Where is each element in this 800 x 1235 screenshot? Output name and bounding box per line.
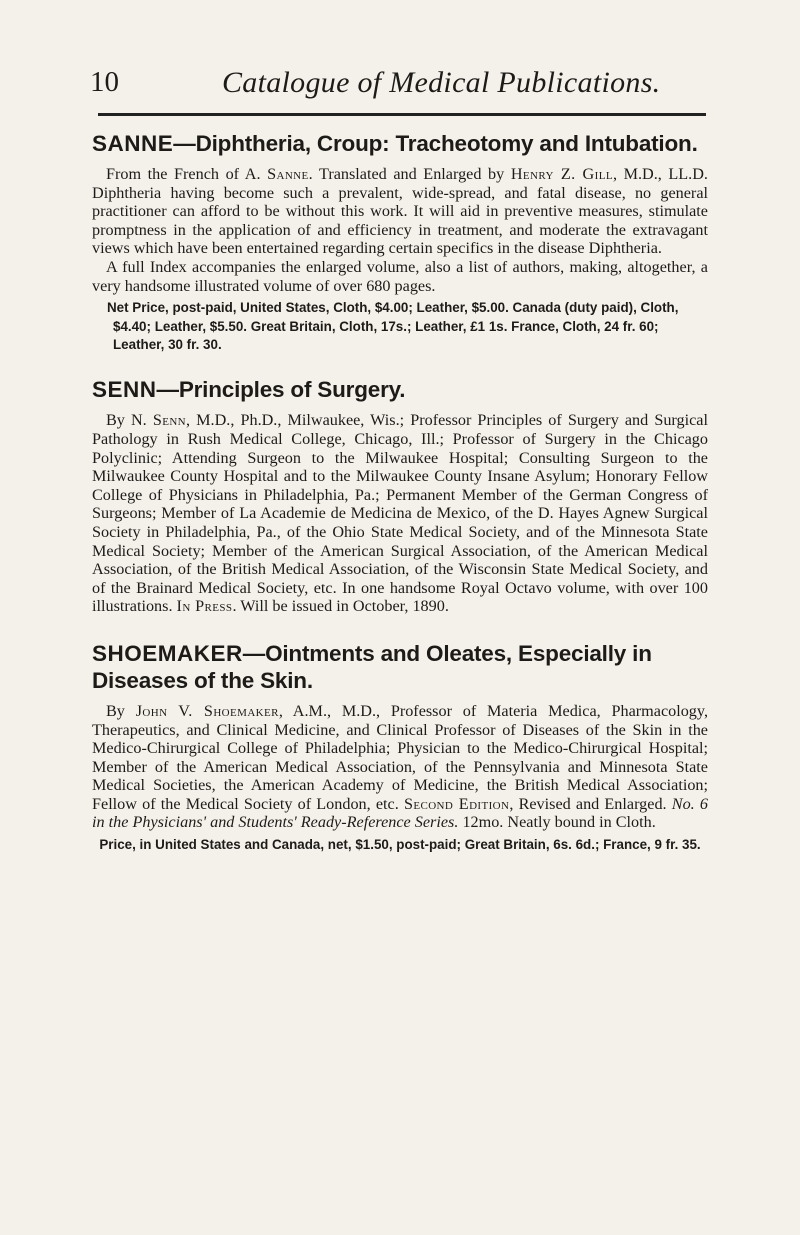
entry-title-text: —Ointments and Oleates, Especially in Diseases of the Skin. (92, 640, 652, 693)
desc-text: . Translated and Enlarged by (308, 165, 511, 183)
entry-title (88, 130, 708, 157)
spacer (88, 354, 708, 376)
desc-text: . Will be issued in October, 1890. (232, 597, 449, 616)
author-name: John V. Shoemaker (135, 701, 279, 720)
entry-description-index: A full Index accompanies the enlarged volume, also a list of authors, making, altogether, a very handsome illustrated volume of over 680 pages. (92, 257, 708, 295)
edition: Second Edition (403, 794, 510, 813)
entry-sanne (88, 130, 708, 354)
desc-text: , M.D., Ph.D., Milwaukee, Wis.; Professor Principles of Surgery and Surgical Pathology in Rush Medical College, Chicago, Ill.; Professor of Surgery in the Chicago Polyclinic; Attending Surgeon to the Milwaukee Hospital; Consulting Surgeon to the Milwaukee County Hospital and to the Milwaukee County Insane Asylum; Honorary Fellow College of Physicians in Philadelphia, Pa.; Permanent Member of the German Congress of Surgeons; Member of La Academie de Medicina de Mexico, of the D. Hayes Agnew Surgical Society in Philadelphia, Pa., of the Ohio State Medical Society, and of the Minnesota State Medical Society; Member of the American Surgical Association, of the American Medical Association, of the British Medical Association, of the Wisconsin State Medical Society, and of the Brainard Medical Society, etc. In one handsome Royal Octavo volume, with over 100 illustrations. (92, 411, 708, 616)
desc-text: , Revised and Enlarged. (509, 794, 672, 813)
status-in-press: In Press (176, 597, 233, 616)
series-name: No. 6 in the Physicians' and Students' Ready-Reference Series. (92, 794, 708, 832)
page-number: 10 (90, 66, 119, 98)
entry-shoemaker (88, 640, 708, 855)
desc-text: , M.D., LL.D. Diphtheria having become such a prevalent, wide-spread, and fatal disease, no general practitioner can afford to be without this work. It will aid in preventive measures, stimulate promptness in the application of and efficiency in treatment, and moderate the extravagant views which have been entertained regarding certain specifics in the disease Diphtheria. (92, 165, 708, 258)
entry-author: SENN (92, 377, 157, 403)
entry-price: Net Price, post-paid, United States, Cloth, $4.00; Leather, $5.00. Canada (duty paid), Cloth, $4.40; Leather, $5.50. Great Britain, Cloth, 17s.; Leather, £1 1s. France, Cloth, 24 fr. 60; Leather, 30 fr. 30. (107, 300, 679, 352)
entry-title (88, 640, 708, 694)
desc-text: From the French of A. (106, 165, 268, 183)
author-name: Senn (152, 411, 187, 430)
desc-text: 12mo. Neatly bound in Cloth. (458, 813, 656, 832)
header-rule (98, 113, 706, 116)
running-title: Catalogue of Medical Publications. (222, 66, 661, 99)
spacer (88, 616, 708, 640)
entry-title-text: —Diphtheria, Croup: Tracheotomy and Intubation. (173, 131, 698, 156)
translator-name: Henry Z. Gill (510, 165, 613, 183)
entry-description (88, 165, 708, 258)
entry-description (88, 702, 708, 832)
entry-author: SHOEMAKER (92, 640, 243, 666)
entry-author: SANNE (92, 131, 174, 156)
catalogue-entries (88, 130, 708, 854)
entry-title-text: —Principles of Surgery. (156, 377, 406, 403)
desc-text: By N. (106, 411, 153, 430)
page-header (90, 66, 715, 106)
entry-title (88, 376, 708, 403)
entry-price: Price, in United States and Canada, net, $1.50, post-paid; Great Britain, 6s. 6d.; France, 9 fr. 35. (99, 837, 701, 853)
author-name: Sanne (267, 165, 309, 183)
desc-text: , A.M., M.D., Professor of Materia Medica, Pharmacology, Therapeutics, and Clinical Medicine, and Clinical Professor of Diseases of the Skin in the Medico-Chirurgical College of Philadelphia; Physician to the Medico-Chirurgical Hospital; Member of the American Medical Association, of the Pennsylvania and Minnesota State Medical Societies, the American Academy of Medicine, the British Medical Association; Fellow of the Medical Society of London, etc. (92, 701, 708, 813)
entry-description (88, 411, 708, 616)
desc-text: By (106, 701, 136, 720)
entry-senn (88, 376, 708, 616)
